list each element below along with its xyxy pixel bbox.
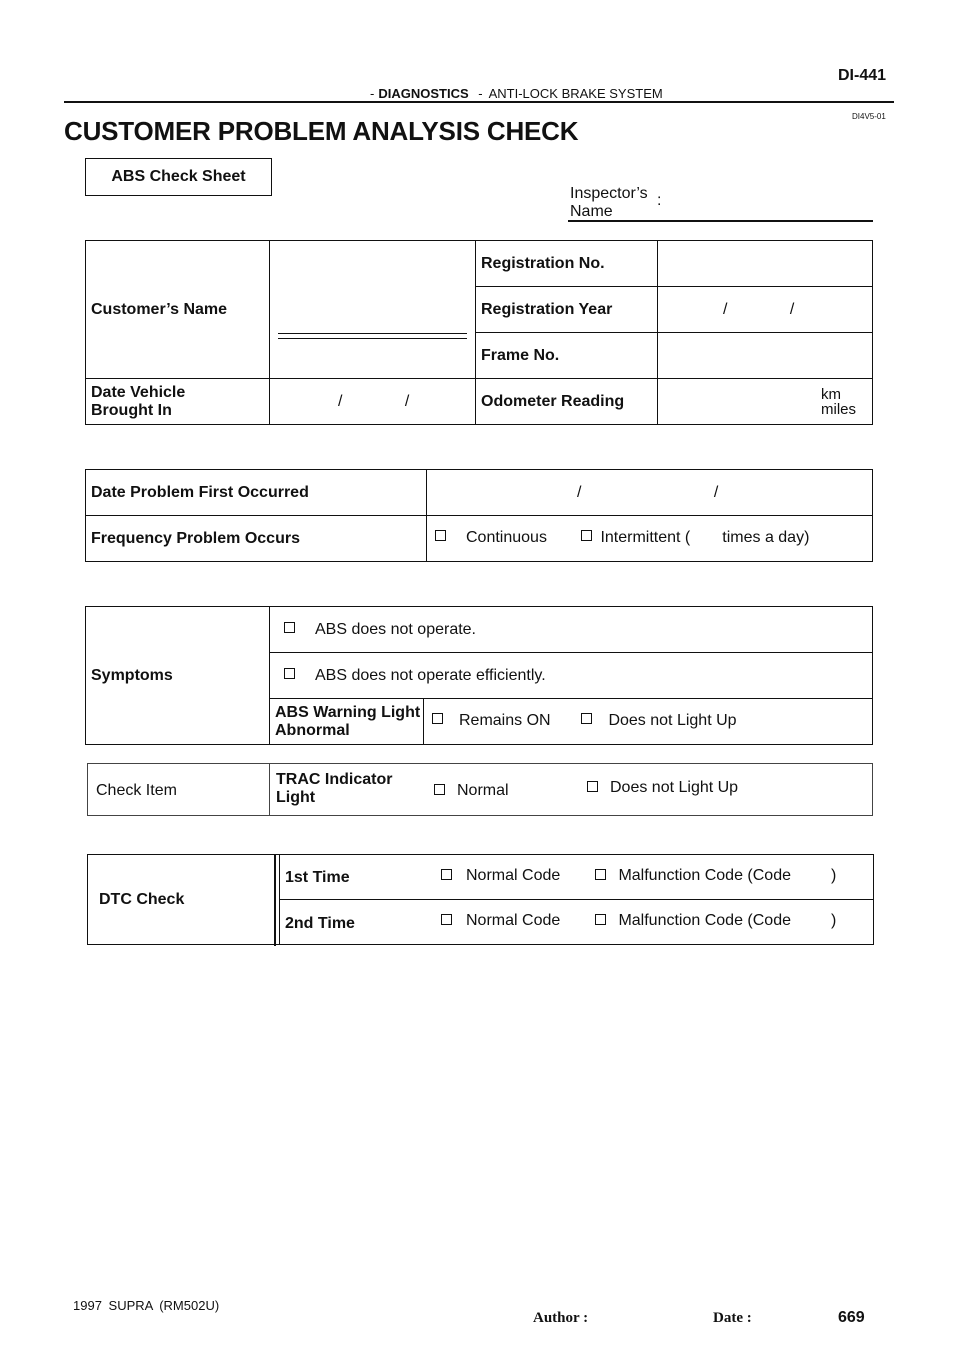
- intermittent-label: Intermittent (: [600, 528, 691, 546]
- dtc-second-options: [433, 900, 874, 945]
- dtc-second-normal-option[interactable]: [441, 912, 591, 930]
- footer-model: 1997 SUPRA (RM502U): [73, 1298, 220, 1313]
- odometer-label: Odometer Reading: [476, 379, 658, 425]
- dtc-second-normal-label: Normal Code: [466, 912, 561, 930]
- inspector-line2: Name: [570, 203, 613, 220]
- warning-light-line1: ABS Warning Light: [275, 703, 421, 721]
- problem-table: [85, 469, 873, 562]
- registration-no-label: Registration No.: [476, 241, 658, 287]
- header-subsection: ANTI-LOCK BRAKE SYSTEM: [488, 86, 663, 101]
- date-first-field[interactable]: / /: [427, 470, 873, 516]
- header-separator-2: -: [478, 86, 483, 101]
- remains-on-option[interactable]: [432, 712, 577, 730]
- footer-page-number: 669: [838, 1309, 865, 1326]
- dtc-first-options: [433, 855, 874, 900]
- warning-light-line2: Abnormal: [275, 721, 350, 739]
- dtc-first-malfunction-option[interactable]: [595, 867, 836, 885]
- symptom-2-label: ABS does not operate efficiently.: [315, 666, 546, 684]
- inspector-colon: :: [657, 192, 662, 209]
- trac-not-light-label: Does not Light Up: [610, 779, 739, 796]
- dtc-second-normal-checkbox[interactable]: [441, 914, 452, 925]
- symptoms-label: Symptoms: [86, 607, 270, 745]
- dtc-first-label: 1st Time: [280, 855, 434, 900]
- dtc-first-normal-option[interactable]: [441, 867, 591, 885]
- date-brought-in-line2: Brought In: [91, 401, 172, 419]
- registration-year-field[interactable]: / /: [658, 287, 873, 333]
- trac-normal-option[interactable]: [434, 782, 509, 800]
- trac-line1: TRAC Indicator: [276, 771, 393, 788]
- trac-not-light-option[interactable]: [587, 779, 738, 797]
- header-rule: [64, 101, 894, 103]
- intermittent-suffix: times a day): [722, 528, 810, 546]
- customer-name-field[interactable]: [270, 241, 476, 379]
- odometer-units: [821, 387, 856, 417]
- intermittent-option[interactable]: [581, 529, 809, 547]
- date-first-label: Date Problem First Occurred: [86, 470, 427, 516]
- trac-not-light-checkbox[interactable]: [587, 781, 598, 792]
- frequency-label: Frequency Problem Occurs: [86, 516, 427, 562]
- date-brought-in-line1: Date Vehicle: [91, 383, 186, 401]
- warn-not-light-option[interactable]: [581, 712, 736, 730]
- dtc-first-close: ): [831, 867, 837, 885]
- date-brought-in-label: [86, 379, 270, 425]
- remains-on-checkbox[interactable]: [432, 713, 443, 724]
- header-breadcrumb: [370, 86, 663, 101]
- symptom-1-checkbox[interactable]: [284, 622, 295, 633]
- registration-year-label: Registration Year: [476, 287, 658, 333]
- dtc-first-malfunction-checkbox[interactable]: [595, 869, 606, 880]
- registration-no-field[interactable]: [658, 241, 873, 287]
- dtc-second-malfunction-option[interactable]: [595, 912, 836, 930]
- customer-name-label: Customer’s Name: [86, 241, 270, 379]
- dtc-second-label: 2nd Time: [280, 900, 434, 945]
- unit-km: km: [821, 386, 841, 403]
- footer-author: Author :: [533, 1310, 589, 1326]
- dtc-first-normal-label: Normal Code: [466, 867, 561, 885]
- dtc-second-malfunction-checkbox[interactable]: [595, 914, 606, 925]
- check-item-label: Check Item: [96, 782, 177, 799]
- vehicle-info-table: [85, 240, 873, 425]
- warn-not-light-checkbox[interactable]: [581, 713, 592, 724]
- doc-id: DI4V5-01: [852, 112, 886, 121]
- trac-label: [276, 771, 392, 807]
- continuous-checkbox[interactable]: [435, 530, 446, 541]
- footer-date: Date :: [713, 1310, 752, 1326]
- trac-normal-label: Normal: [457, 782, 509, 799]
- continuous-label: Continuous: [466, 528, 547, 546]
- frame-no-label: Frame No.: [476, 333, 658, 379]
- frame-no-field[interactable]: [658, 333, 873, 379]
- page-code: DI-441: [838, 67, 887, 84]
- symptom-1-label: ABS does not operate.: [315, 620, 476, 638]
- unit-miles: miles: [821, 401, 857, 418]
- header-separator: -: [370, 86, 375, 101]
- inspector-line1: Inspector’s: [570, 185, 648, 202]
- symptom-option-1[interactable]: [270, 607, 873, 653]
- dtc-divider: [274, 854, 276, 946]
- symptom-2-checkbox[interactable]: [284, 668, 295, 679]
- dtc-first-malfunction-label: Malfunction Code (Code: [618, 867, 791, 885]
- dtc-first-normal-checkbox[interactable]: [441, 869, 452, 880]
- page-title: CUSTOMER PROBLEM ANALYSIS CHECK: [64, 116, 579, 146]
- dtc-label: DTC Check: [88, 855, 280, 945]
- warn-not-light-label: Does not Light Up: [608, 711, 737, 729]
- remains-on-label: Remains ON: [459, 711, 551, 729]
- intermittent-checkbox[interactable]: [581, 530, 592, 541]
- check-item-table: [87, 763, 873, 816]
- symptoms-table: [85, 606, 873, 745]
- date-brought-in-field[interactable]: / /: [270, 379, 476, 425]
- warning-light-label: [270, 699, 424, 745]
- dtc-second-malfunction-label: Malfunction Code (Code: [618, 912, 791, 930]
- warning-light-options: [424, 699, 873, 745]
- trac-normal-checkbox[interactable]: [434, 784, 445, 795]
- dtc-second-close: ): [831, 912, 837, 930]
- continuous-option[interactable]: [435, 529, 577, 547]
- frequency-options: [427, 516, 873, 562]
- inspector-name-field[interactable]: [568, 220, 873, 222]
- odometer-field[interactable]: [658, 379, 873, 425]
- trac-line2: Light: [276, 789, 316, 806]
- dtc-table: [87, 854, 874, 945]
- inspector-label: [570, 185, 648, 221]
- header-section: DIAGNOSTICS: [378, 86, 469, 101]
- symptom-option-2[interactable]: [270, 653, 873, 699]
- sheet-label: ABS Check Sheet: [85, 158, 272, 196]
